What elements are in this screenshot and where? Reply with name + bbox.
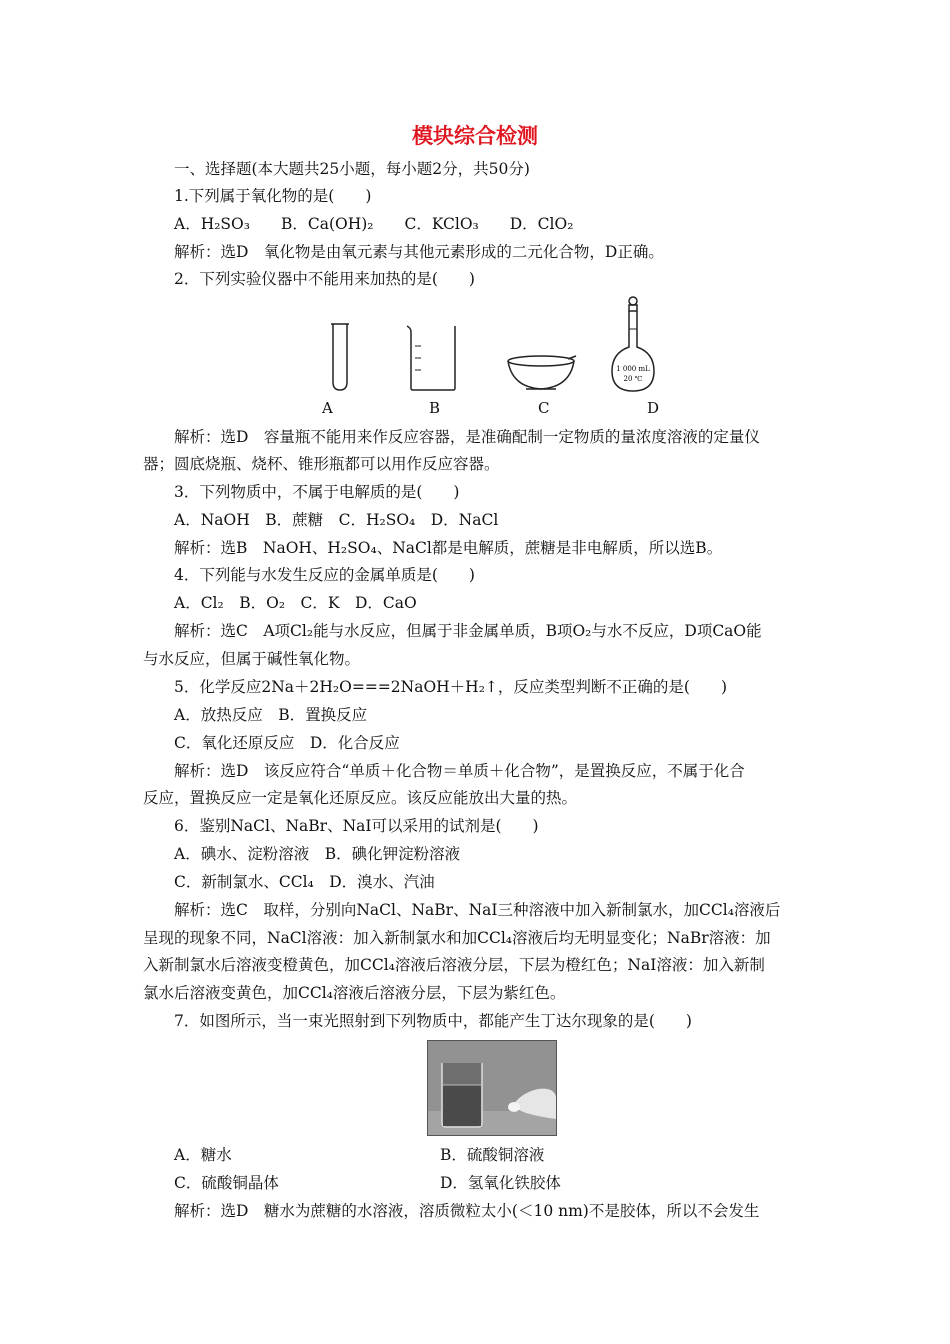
answer-7-line-1: 解析：选D 糖水为蔗糖的水溶液，溶质微粒太小(＜10 nm)不是胶体，所以不会发生 [174,1202,760,1220]
figure-label-c: C [538,399,550,417]
question-4-options: A．Cl₂ B．O₂ C．K D．CaO [174,594,417,612]
question-7-option-a: A．糖水 [174,1146,232,1164]
question-7-option-d: D．氢氧化铁胶体 [440,1174,561,1192]
question-7-option-c: C．硫酸铜晶体 [174,1174,279,1192]
question-6: 6．鉴别NaCl、NaBr、NaI可以采用的试剂是( ) [174,817,539,835]
question-2: 2．下列实验仪器中不能用来加热的是( ) [174,270,475,288]
question-7: 7．如图所示，当一束光照射到下列物质中，都能产生丁达尔现象的是( ) [174,1012,692,1030]
figure-label-b: B [429,399,441,417]
question-6-options-2: C．新制氯水、CCl₄ D．溴水、汽油 [174,873,435,891]
test-tube-figure [330,322,350,392]
answer-1: 解析：选D 氧化物是由氧元素与其他元素形成的二元化合物，D正确。 [174,243,664,261]
question-5-options-1: A．放热反应 B．置换反应 [174,706,368,724]
answer-6-line-1: 解析：选C 取样，分别向NaCl、NaBr、NaI三种溶液中加入新制氯水，加CCl₄溶液后 [174,901,781,919]
answer-5-line-1: 解析：选D 该反应符合“单质＋化合物＝单质＋化合物”，是置换反应，不属于化合 [174,762,745,780]
question-3: 3．下列物质中，不属于电解质的是( ) [174,483,460,501]
flask-volume-label: 1 000 mL [616,365,650,373]
answer-2-line-1: 解析：选D 容量瓶不能用来作反应容器，是准确配制一定物质的量浓度溶液的定量仪 [174,428,760,446]
page-title: 模块综合检测 [412,124,538,148]
section-heading: 一、选择题(本大题共25小题，每小题2分，共50分) [174,160,530,178]
beaker-figure [405,324,461,392]
answer-6-line-3: 入新制氯水后溶液变橙黄色，加CCl₄溶液后溶液分层，下层为橙红色；NaI溶液：加入新制 [143,956,765,974]
figure-label-d: D [647,399,660,417]
answer-3: 解析：选B NaOH、H₂SO₄、NaCl都是电解质，蔗糖是非电解质，所以选B。 [174,539,723,557]
question-1: 1.下列属于氧化物的是( ) [174,187,372,205]
answer-6-line-4: 氯水后溶液变黄色，加CCl₄溶液后溶液分层，下层为紫红色。 [143,984,566,1002]
question-5: 5．化学反应2Na＋2H₂O===2NaOH＋H₂↑，反应类型判断不正确的是( ) [174,678,727,696]
answer-4-line-1: 解析：选C A项Cl₂能与水反应，但属于非金属单质，B项O₂与水不反应，D项CaO能 [174,622,762,640]
question-6-options-1: A．碘水、淀粉溶液 B．碘化钾淀粉溶液 [174,845,461,863]
question-5-options-2: C．氧化还原反应 D．化合反应 [174,734,400,752]
question-3-options: A．NaOH B．蔗糖 C．H₂SO₄ D．NaCl [174,511,499,529]
figure-label-a: A [322,399,333,417]
question-4: 4．下列能与水发生反应的金属单质是( ) [174,566,475,584]
answer-2-line-2: 器；圆底烧瓶、烧杯、锥形瓶都可以用作反应容器。 [143,455,500,473]
evaporating-dish-figure [506,355,576,395]
tyndall-photo [427,1040,557,1136]
answer-6-line-2: 呈现的现象不同，NaCl溶液：加入新制氯水和加CCl₄溶液后均无明显变化；NaBr溶液：加 [143,929,771,947]
answer-5-line-2: 反应，置换反应一定是氧化还原反应。该反应能放出大量的热。 [143,789,578,807]
question-7-option-b: B．硫酸铜溶液 [440,1146,545,1164]
flask-temperature-label: 20 ℃ [623,375,643,383]
answer-4-line-2: 与水反应，但属于碱性氧化物。 [143,650,361,668]
question-1-options: A．H₂SO₃ B．Ca(OH)₂ C．KClO₃ D．ClO₂ [174,215,574,233]
volumetric-flask-figure [608,295,658,395]
